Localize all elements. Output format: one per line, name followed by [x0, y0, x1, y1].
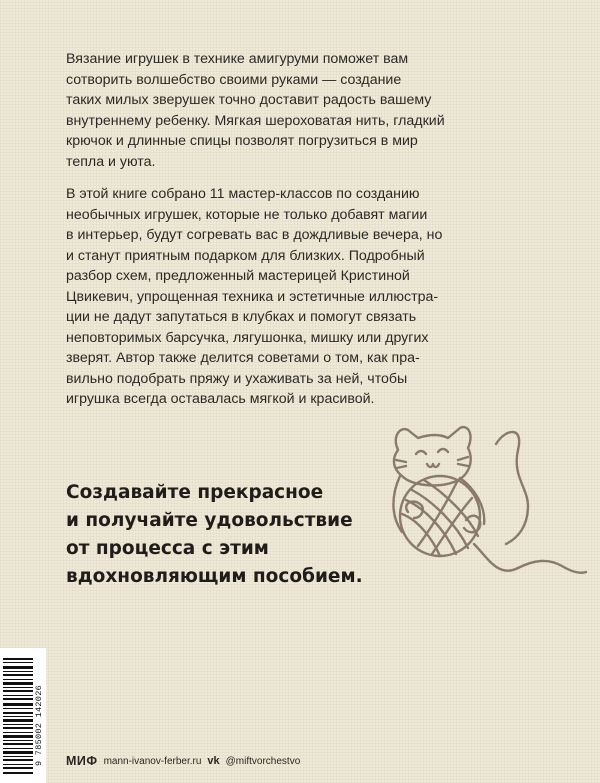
tagline-line: и получайте удовольствие [66, 510, 353, 531]
text-line: крючок и длинные спицы позволят погрузиться в мир [66, 133, 418, 149]
text-line: необычных игрушек, которые не только добавят магии [66, 206, 428, 223]
text-line: внутреннему ребенку. Мягкая шероховатая нить, гладкий [66, 112, 445, 129]
vk-icon: vk [207, 755, 220, 767]
description-paragraph-1 [66, 49, 496, 172]
tagline-line: Создавайте прекрасное [66, 482, 324, 503]
website-link[interactable]: mann-ivanov-ferber.ru [103, 755, 202, 767]
barcode-bars [3, 656, 33, 776]
tagline [66, 479, 363, 591]
social-handle[interactable]: @miftvorchestvo [225, 755, 301, 767]
text-line: таких милых зверушек точно доставит радость вашему [66, 92, 432, 108]
tagline-line: от процесса с этим [66, 538, 269, 559]
publisher-logo: МИФ [66, 754, 98, 768]
text-line: Цвикевич, упрощенная техника и эстетичные иллюстра- [66, 288, 439, 305]
tagline-line: вдохновляющим пособием. [66, 566, 363, 587]
text-line: тепла и уюта. [66, 153, 156, 170]
barcode [0, 648, 46, 783]
text-line: зверят. Автор также делится советами о том, как пра- [66, 350, 420, 366]
text-line: неповторимых барсучка, лягушонка, мишку или других [66, 329, 429, 346]
text-line: в интерьер, будут согревать вас в дождливые вечера, но [66, 227, 443, 243]
text-line: ции не дадут запутаться в клубках и помогут связать [66, 309, 417, 325]
description-paragraph-2 [66, 184, 496, 410]
text-line: разбор схем, предложенный мастерицей Кристиной [66, 268, 410, 284]
text-line: игрушка всегда оставалась мягкой и красивой. [66, 391, 375, 407]
footer [66, 754, 300, 768]
text-line: сотворить волшебство своими руками — создание [66, 71, 402, 88]
text-line: Вязание игрушек в технике амигуруми поможет вам [66, 51, 409, 67]
text-line: и станут приятным подарком для близких. Подробный [66, 247, 425, 264]
text-line: В этой книге собрано 11 мастер-классов по созданию [66, 186, 420, 202]
barcode-number: 9 785002 142026 [34, 684, 44, 766]
text-line: вильно подобрать пряжу и ухаживать за ней, чтобы [66, 370, 408, 387]
cat-with-yarn-illustration [378, 408, 588, 598]
